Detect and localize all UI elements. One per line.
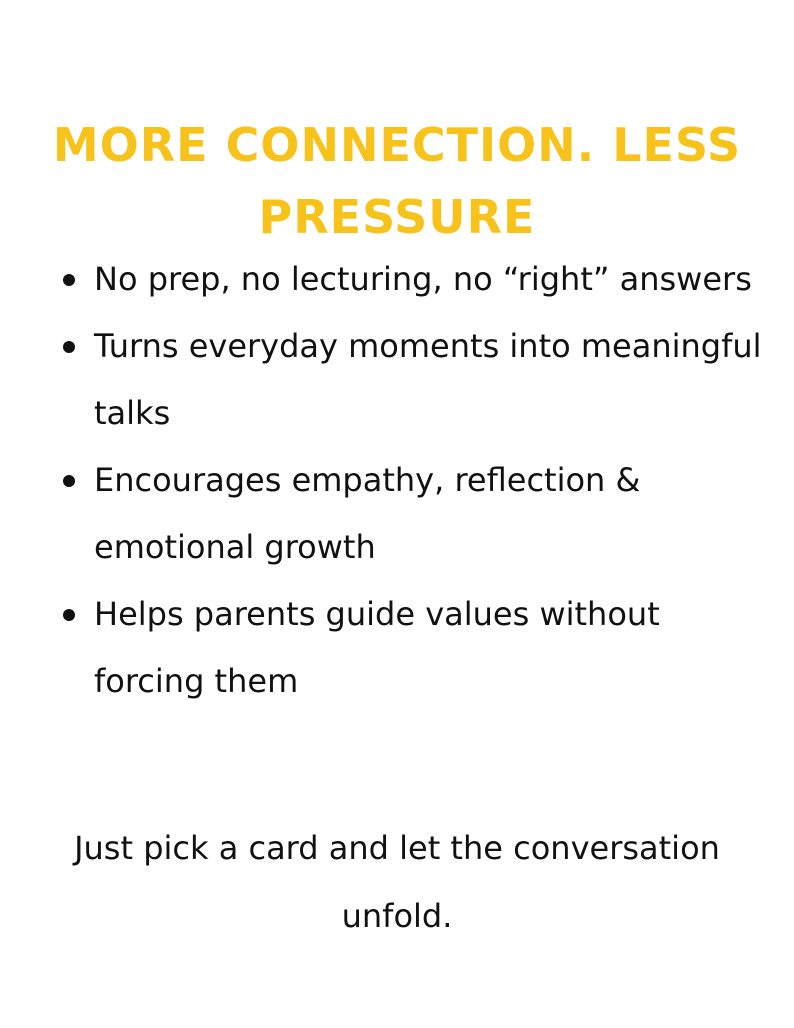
- list-item: [60, 313, 780, 447]
- bullet-icon: [63, 274, 75, 286]
- feature-list: [60, 246, 780, 715]
- bullet-icon: [63, 475, 75, 487]
- list-item-text: No prep, no lecturing, no “right” answers: [94, 260, 752, 298]
- bullet-icon: [63, 341, 75, 353]
- closing-text: Just pick a card and let the conversation unfold.: [74, 829, 720, 935]
- list-item-text: Helps parents guide values without forcing them: [94, 595, 660, 700]
- list-item-text: Encourages empathy, reflection & emotional growth: [94, 461, 641, 566]
- list-item: [60, 581, 780, 715]
- bullet-icon: [63, 609, 75, 621]
- list-item: [60, 447, 780, 581]
- list-item: [60, 246, 780, 313]
- page-title: MORE CONNECTION. LESS PRESSURE: [52, 117, 742, 244]
- list-item-text: Turns everyday moments into meaningful talks: [94, 327, 762, 432]
